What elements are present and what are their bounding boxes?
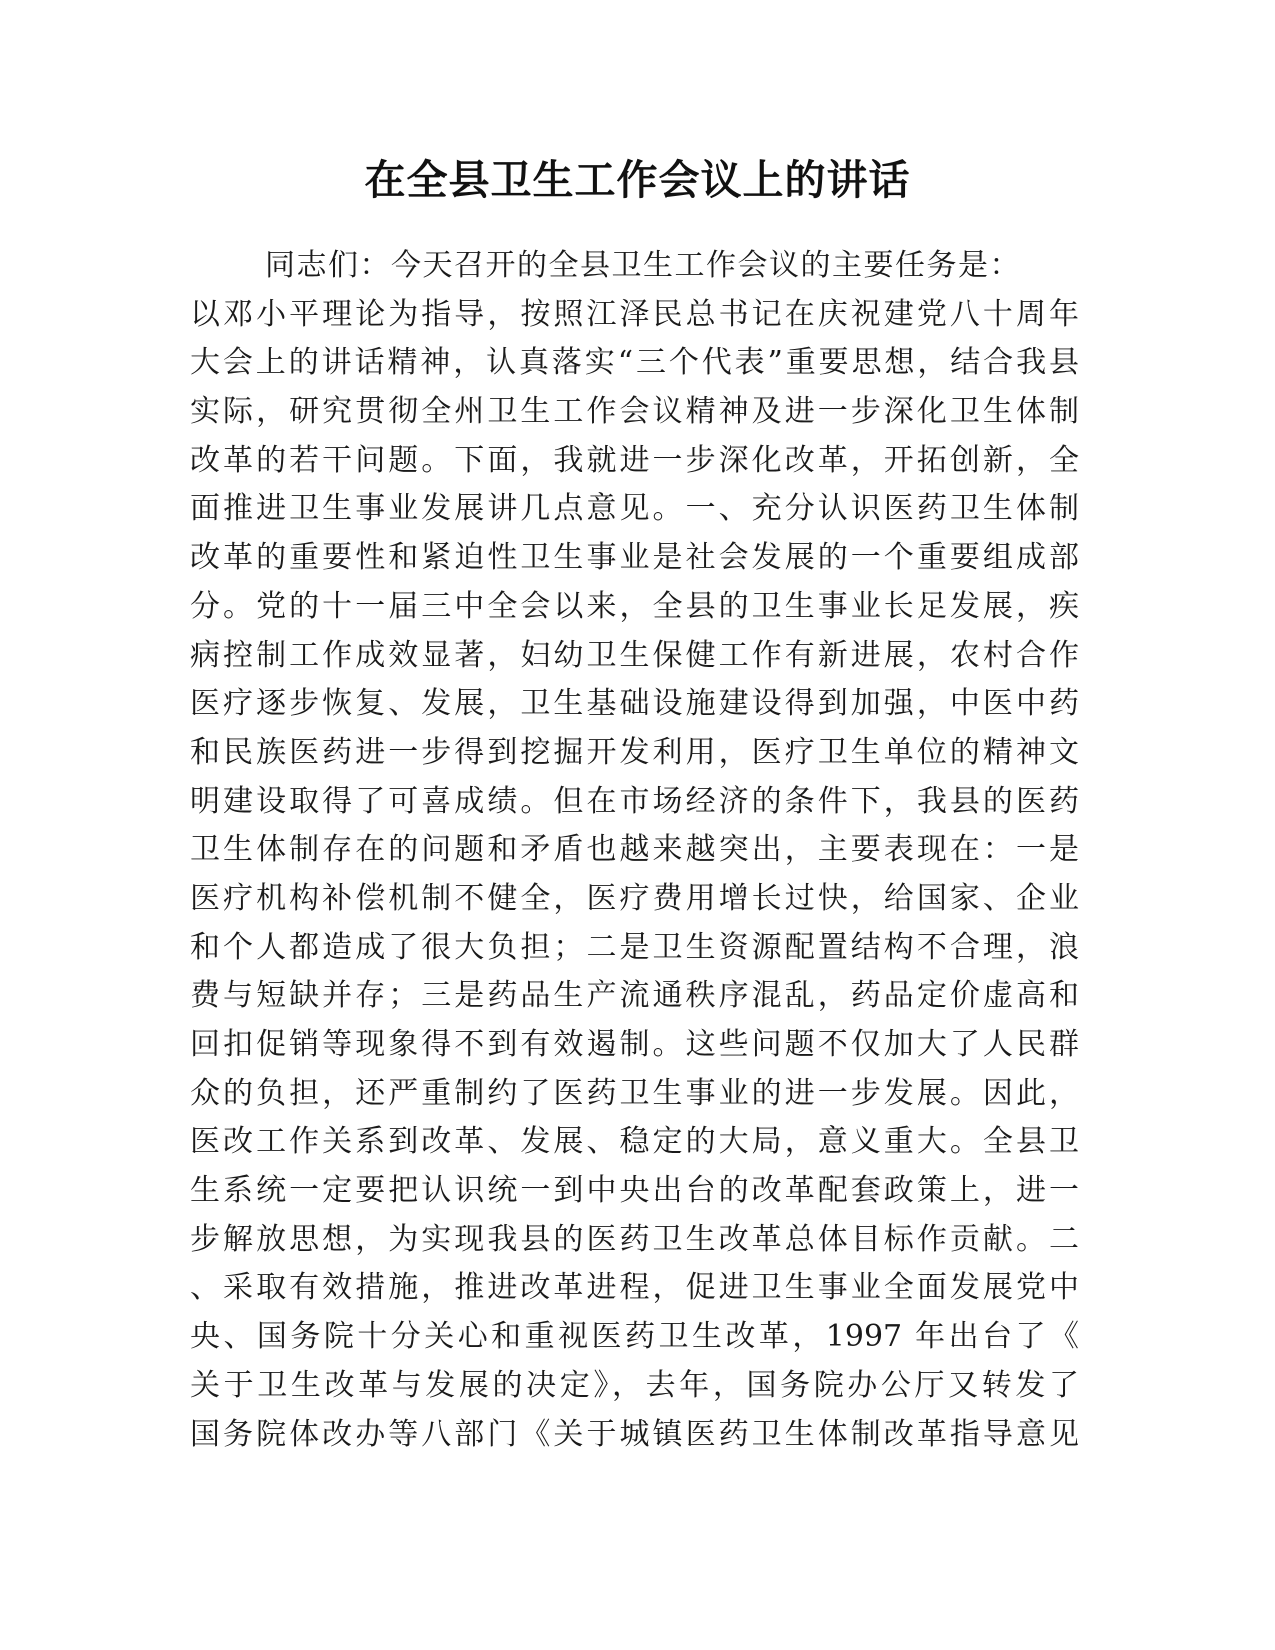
text-line: 医改工作关系到改革、发展、稳定的大局，意义重大。全县卫: [190, 1124, 1079, 1160]
text-line: 医疗逐步恢复、发展，卫生基础设施建设得到加强，中医中药: [190, 686, 1079, 722]
text-line: 改革的若干问题。下面，我就进一步深化改革，开拓创新，全: [190, 442, 1079, 478]
text-line: 同志们：今天召开的全县卫生工作会议的主要任务是：: [265, 248, 1021, 283]
text-line: 改革的重要性和紧迫性卫生事业是社会发展的一个重要组成部: [190, 540, 1079, 576]
document-title: 在全县卫生工作会议上的讲话: [364, 156, 911, 204]
text-line: 央、国务院十分关心和重视医药卫生改革，1997 年出台了《: [190, 1319, 1079, 1355]
text-line: 医疗机构补偿机制不健全，医疗费用增长过快，给国家、企业: [190, 880, 1079, 916]
text-line: 分。党的十一届三中全会以来，全县的卫生事业长足发展，疾: [190, 588, 1079, 624]
text-line: 和个人都造成了很大负担；二是卫生资源配置结构不合理，浪: [190, 929, 1079, 965]
text-line: 卫生体制存在的问题和矛盾也越来越突出，主要表现在：一是: [190, 832, 1079, 868]
text-line: 实际，研究贯彻全州卫生工作会议精神及进一步深化卫生体制: [190, 394, 1079, 430]
text-line: 回扣促销等现象得不到有效遏制。这些问题不仅加大了人民群: [190, 1027, 1079, 1062]
text-line: 关于卫生改革与发展的决定》，去年，国务院办公厅又转发了: [190, 1367, 1079, 1403]
text-line: 步解放思想，为实现我县的医药卫生改革总体目标作贡献。二: [190, 1221, 1079, 1257]
text-line: 国务院体改办等八部门《关于城镇医药卫生体制改革指导意见: [190, 1416, 1079, 1452]
document-body: [190, 242, 1079, 1459]
text-line: 面推进卫生事业发展讲几点意见。一、充分认识医药卫生体制: [190, 491, 1079, 527]
text-line: 以邓小平理论为指导，按照江泽民总书记在庆祝建党八十周年: [190, 296, 1079, 332]
text-line: 大会上的讲话精神，认真落实“三个代表”重要思想，结合我县: [190, 345, 1079, 381]
text-line: 、采取有效措施，推进改革进程，促进卫生事业全面发展党中: [190, 1270, 1079, 1306]
text-line: 病控制工作成效显著，妇幼卫生保健工作有新进展，农村合作: [190, 637, 1079, 673]
text-line: 明建设取得了可喜成绩。但在市场经济的条件下，我县的医药: [190, 783, 1079, 819]
text-line: 众的负担，还严重制约了医药卫生事业的进一步发展。因此，: [190, 1075, 1079, 1111]
text-line: 生系统一定要把认识统一到中央出台的改革配套政策上，进一: [190, 1173, 1079, 1209]
text-line: 和民族医药进一步得到挖掘开发利用，医疗卫生单位的精神文: [190, 734, 1079, 770]
text-line: 费与短缺并存；三是药品生产流通秩序混乱，药品定价虚高和: [190, 978, 1079, 1014]
